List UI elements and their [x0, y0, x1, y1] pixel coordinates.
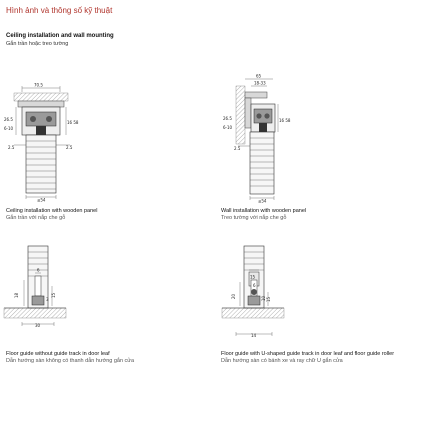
floor	[4, 308, 66, 318]
caption-wall-vi: Treo tường với nắp che gỗ	[221, 215, 287, 221]
floor-guide	[32, 296, 44, 305]
dim-gap: 6-10	[4, 126, 14, 131]
wooden-panel	[18, 101, 64, 107]
dim-side-left: 2.5	[234, 146, 241, 151]
page-title: Hình ảnh và thông số kỹ thuật	[6, 6, 113, 15]
dim-top-secondary: 18-33	[254, 80, 266, 86]
dim-small: 15	[266, 296, 271, 302]
floor-guide	[248, 296, 260, 305]
guide-slot	[35, 276, 41, 296]
dim-side-right: 2.5	[66, 145, 73, 150]
dim-height-left: 20	[231, 293, 236, 299]
dim-left-height: 26.5	[4, 117, 13, 122]
wooden-panel	[245, 98, 251, 128]
dim-right-height: 16 58	[279, 118, 291, 123]
dim-bottom: ≤54	[258, 198, 267, 204]
floor-guide-u-track-drawing	[222, 246, 284, 338]
roller-wheel-left	[30, 116, 36, 122]
dim-inner: 6	[253, 283, 256, 288]
dim-top: 70.5	[34, 82, 43, 88]
dim-small: 3	[46, 297, 49, 302]
dim-bottom: 30	[35, 323, 41, 328]
ceiling-slab	[14, 93, 68, 101]
roller-wheel-right	[264, 113, 269, 118]
dim-bottom: 14	[251, 333, 257, 338]
hanger-bolt	[259, 123, 267, 132]
dim-height-left: 18	[14, 292, 19, 298]
door-leaf	[26, 135, 56, 193]
caption-wall-en: Wall installation with wooden panel	[221, 208, 307, 214]
dim-inner-top: 15	[250, 274, 256, 280]
section-subheading: Gắn trần hoặc treo tường	[6, 41, 69, 47]
caption-ceiling-en: Ceiling installation with wooden panel	[6, 208, 98, 214]
dim-inner: 6	[37, 267, 40, 273]
dim-top: 65	[256, 73, 262, 79]
roller-wheel-right	[46, 116, 52, 122]
caption-floor2-en: Floor guide with U-shaped guide track in door leaf and floor guide roller	[221, 351, 395, 357]
roller-wheel-left	[256, 113, 261, 118]
dim-gap: 6-10	[223, 125, 233, 130]
floor-guide-no-track-drawing	[4, 246, 66, 328]
wall-bracket	[245, 92, 267, 98]
wall	[236, 86, 245, 144]
hanger-bolt	[36, 126, 46, 135]
dim-height-right: 15	[51, 292, 56, 298]
floor	[222, 308, 284, 318]
caption-ceiling-vi: Gắn trần với nắp che gỗ	[6, 215, 66, 221]
dim-right-height: 16 58	[67, 120, 79, 125]
dim-side-left: 2.5	[8, 145, 15, 150]
caption-floor1-vi: Dẫn hướng sàn không có thanh dẫn hướng gắn cửa	[6, 358, 135, 364]
door-leaf	[250, 132, 274, 194]
section-heading: Ceiling installation and wall mounting	[6, 33, 114, 39]
dim-bottom: ≤54	[37, 197, 46, 203]
guide-roller	[251, 289, 257, 295]
dim-height-right: 10	[261, 295, 266, 301]
wall-installation-drawing	[223, 74, 291, 204]
ceiling-installation-drawing	[4, 83, 79, 203]
caption-floor1-en: Floor guide without guide track in door leaf	[6, 351, 110, 357]
caption-floor2-vi: Dẫn hướng sàn có bánh xe và ray chữ U gắn cửa	[221, 358, 343, 364]
dim-left-height: 26.5	[223, 116, 232, 121]
